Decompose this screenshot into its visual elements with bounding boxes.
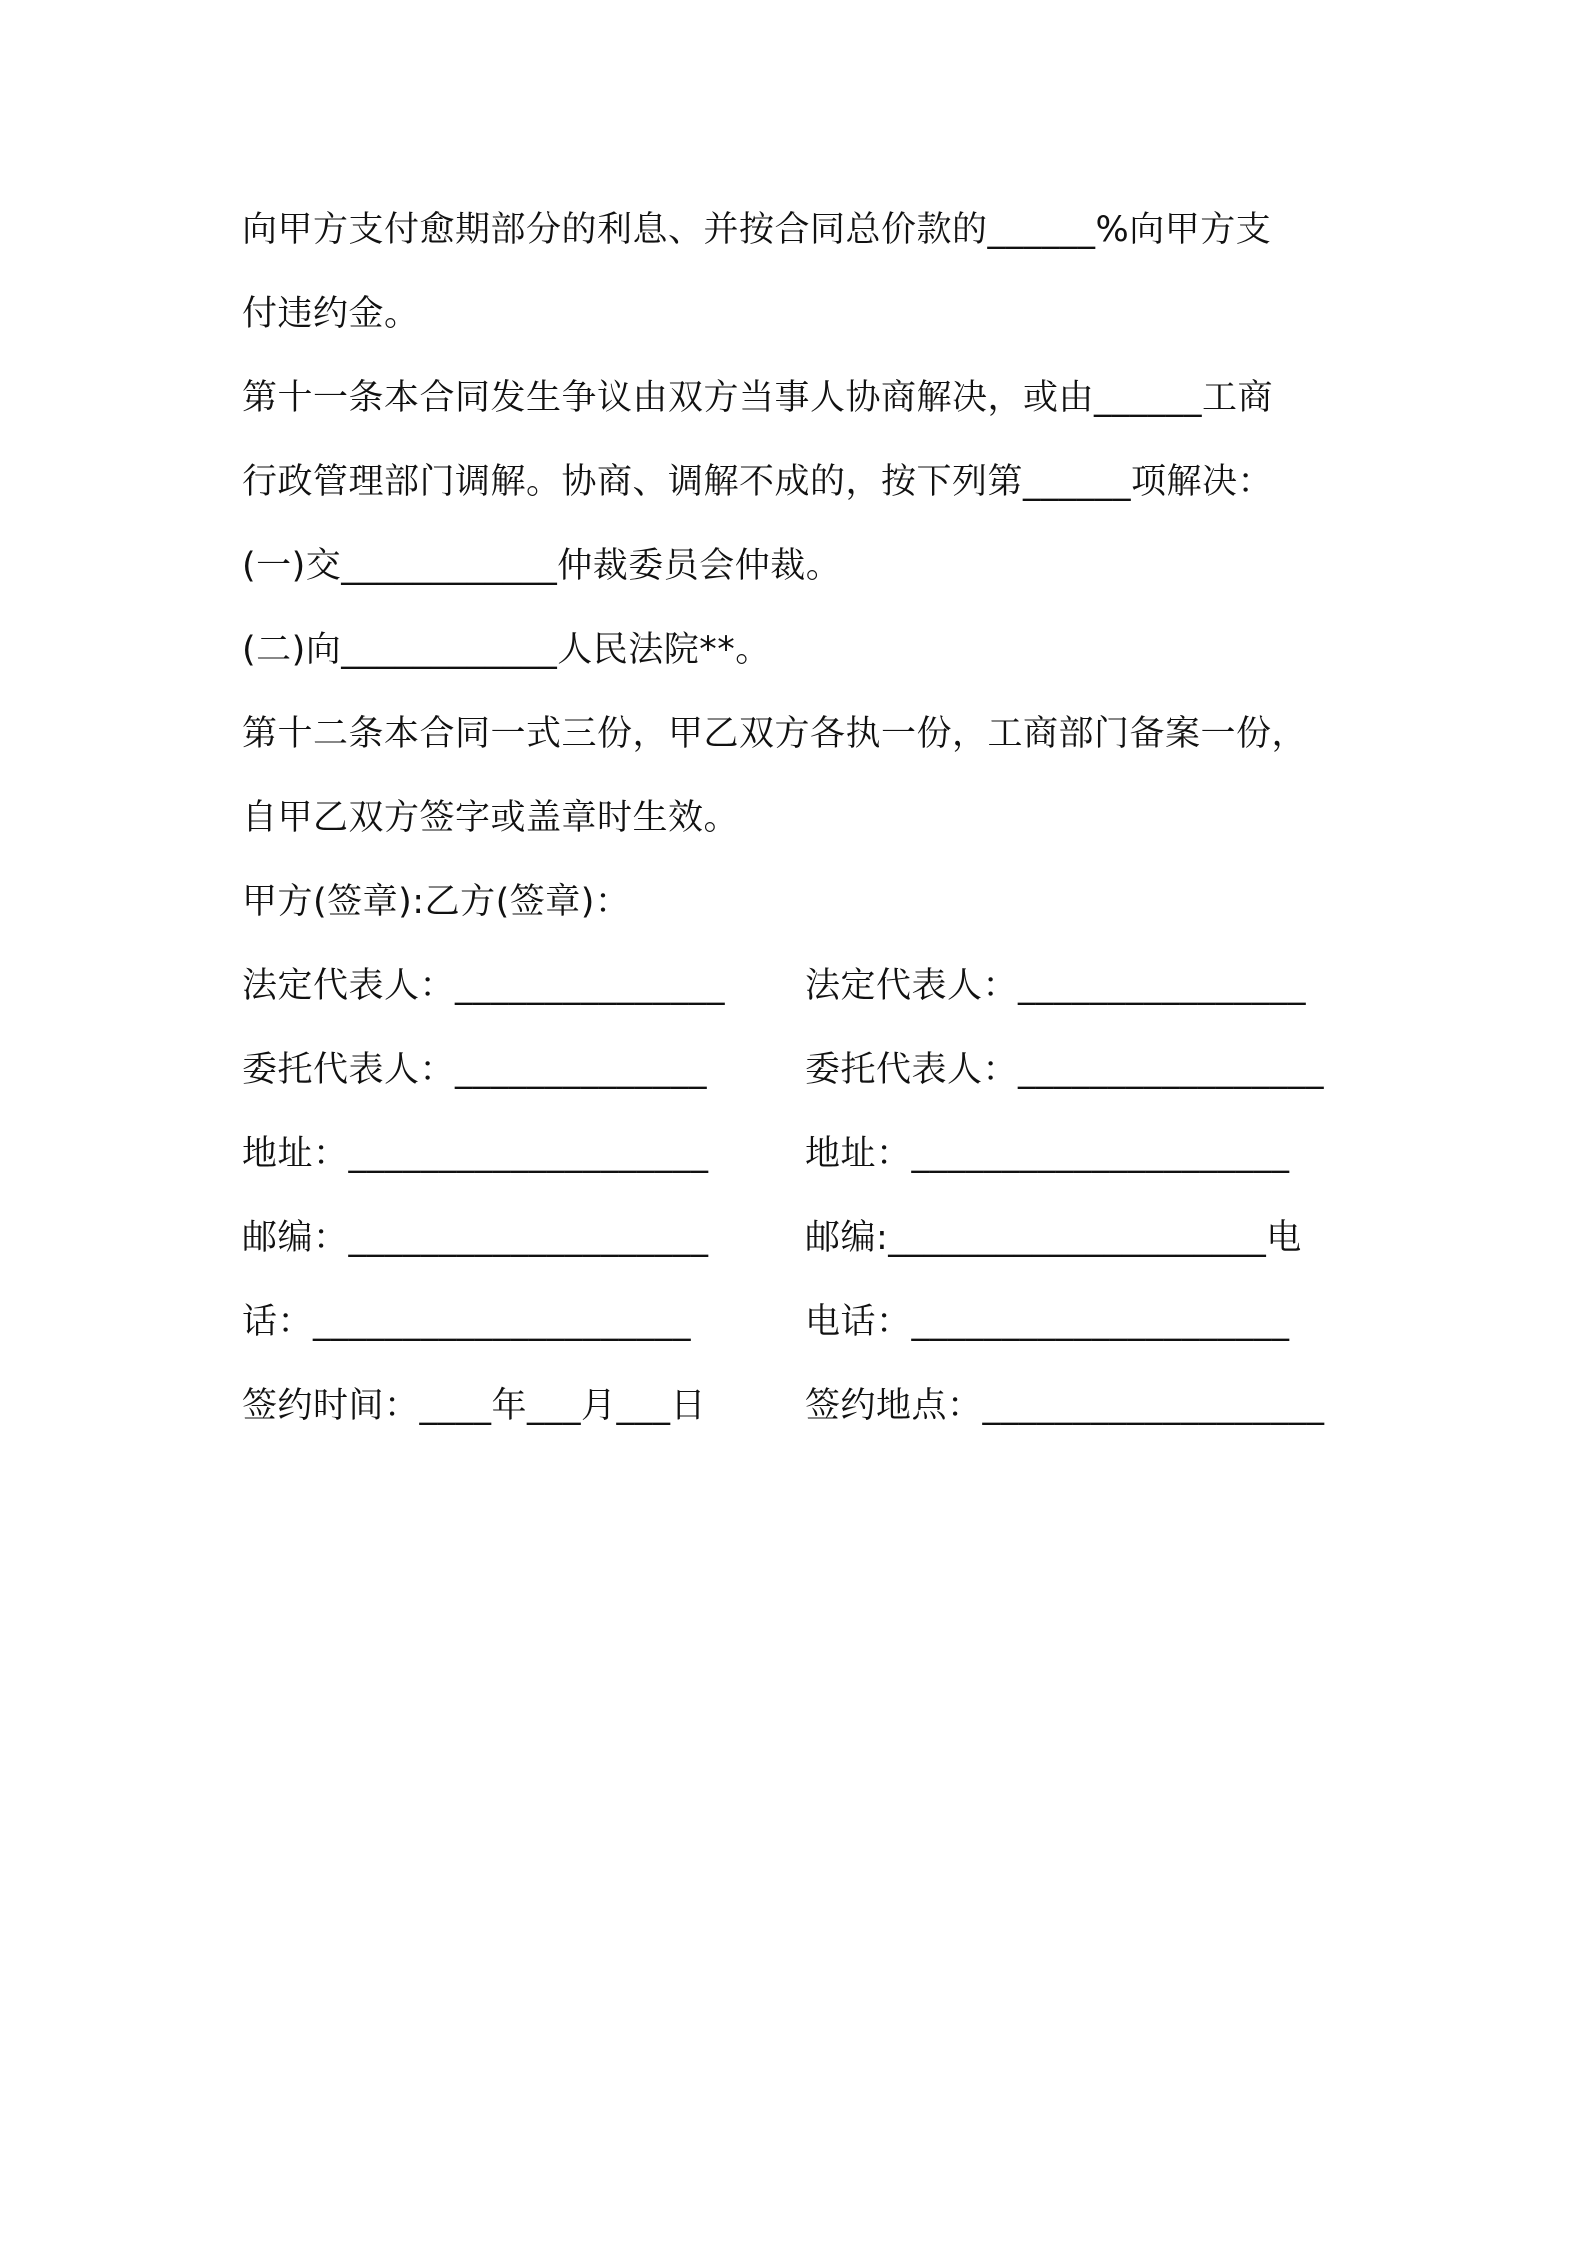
party-b-legal-rep: 法定代表人：________________: [805, 966, 1307, 1006]
paragraph-line: 付违约金。: [242, 294, 420, 334]
paragraph-line: 自甲乙双方签字或盖章时生效。: [242, 798, 740, 838]
party-a-agent: 委托代表人：______________: [242, 1050, 708, 1090]
party-b-agent: 委托代表人：_________________: [805, 1050, 1325, 1090]
option-arbitration: (一)交____________仲裁委员会仲裁。: [242, 546, 842, 586]
party-a-postcode: 邮编：____________________: [242, 1218, 709, 1258]
signing-place: 签约地点：___________________: [805, 1386, 1325, 1426]
signing-date: 签约时间：____年___月___日: [242, 1386, 707, 1426]
party-b-phone: 电话：_____________________: [805, 1302, 1290, 1342]
paragraph-line: 向甲方支付愈期部分的利息、并按合同总价款的______%向甲方支: [242, 210, 1272, 250]
article-12-title: 第十二条本合同一式三份，甲乙双方各执一份，工商部门备案一份，: [242, 714, 1308, 754]
signature-heading: 甲方(签章):乙方(签章)：: [242, 882, 631, 922]
paragraph-line: 行政管理部门调解。协商、调解不成的，按下列第______项解决：: [242, 462, 1274, 502]
option-court: (二)向____________人民法院**。: [242, 630, 771, 670]
party-a-legal-rep: 法定代表人：_______________: [242, 966, 726, 1006]
party-b-postcode: 邮编:_____________________电: [805, 1218, 1302, 1258]
article-11-title: 第十一条本合同发生争议由双方当事人协商解决，或由______工商: [242, 378, 1274, 418]
party-b-address: 地址：_____________________: [805, 1134, 1290, 1174]
party-a-address: 地址：____________________: [242, 1134, 709, 1174]
party-a-phone: 话：_____________________: [242, 1302, 692, 1342]
